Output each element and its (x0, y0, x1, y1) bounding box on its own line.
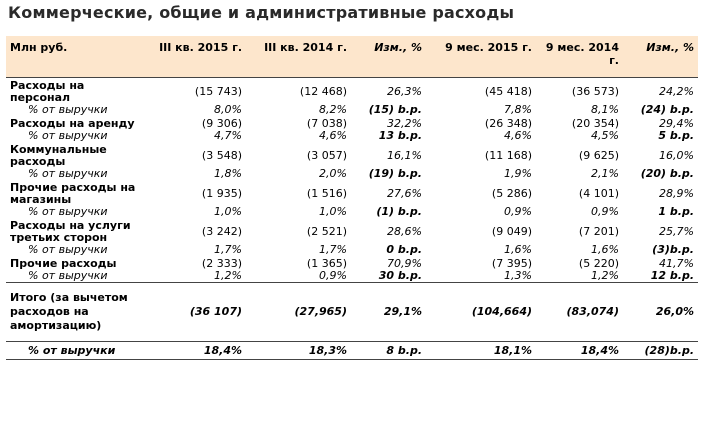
cell: (104,664) (471, 305, 532, 318)
cell: 8,2% (319, 103, 347, 116)
header-row (6, 36, 698, 78)
cell: 12 b.p. (650, 269, 694, 282)
cell: (2 521) (306, 225, 347, 238)
header-change-9m: Изм., % (646, 41, 694, 54)
cell: 4,6% (319, 129, 347, 142)
cell: 2,0% (319, 167, 347, 180)
total-pct-row (6, 342, 698, 360)
cell: 29,1% (383, 305, 422, 318)
cell: 18,3% (308, 343, 347, 357)
cell: 26,3% (387, 85, 422, 98)
cell: 18,4% (580, 343, 619, 357)
cell: (45 418) (484, 85, 532, 98)
cell: (7 395) (491, 257, 532, 270)
cell: (1 365) (306, 257, 347, 270)
cell: 1,2% (591, 269, 619, 282)
header-9m-2015: 9 мес. 2015 г. (445, 41, 532, 54)
cell: 0,9% (504, 205, 532, 218)
cell: (5 286) (491, 187, 532, 200)
cell: 8,0% (214, 103, 242, 116)
pct-row (6, 130, 698, 142)
cell: 1,6% (591, 243, 619, 256)
cell: 30 b.p. (378, 269, 422, 282)
cell: (9 306) (201, 117, 242, 130)
cell: 28,6% (387, 225, 422, 238)
pct-row (6, 270, 698, 283)
cell: (3 057) (306, 149, 347, 162)
cell: 1,3% (504, 269, 532, 282)
total-row (6, 283, 698, 342)
cell: (20 354) (571, 117, 619, 130)
row-label: Прочие расходы на магазины (10, 181, 136, 206)
table-row (6, 142, 698, 168)
table-row (6, 78, 698, 105)
cell: (5 220) (578, 257, 619, 270)
table-row (6, 116, 698, 130)
cell: 27,6% (387, 187, 422, 200)
cell: 2,1% (591, 167, 619, 180)
cell: 41,7% (659, 257, 694, 270)
cell: 16,1% (387, 149, 422, 162)
cell: (2 333) (201, 257, 242, 270)
header-change-q: Изм., % (374, 41, 422, 54)
cell: 18,4% (203, 343, 242, 357)
cell: 4,5% (591, 129, 619, 142)
cell: (4 101) (578, 187, 619, 200)
cell: (36 107) (189, 305, 242, 318)
cell: (27,965) (294, 305, 347, 318)
cell: 24,2% (659, 85, 694, 98)
cell: 1 b.p. (658, 205, 694, 218)
cell: (24) b.p. (640, 103, 694, 116)
cell: (3)b.p. (652, 243, 694, 256)
row-label: Расходы на персонал (10, 79, 85, 104)
cell: (7 038) (306, 117, 347, 130)
pct-label: % от выручки (28, 167, 108, 180)
table-row (6, 218, 698, 244)
row-label: Расходы на услуги третьих сторон (10, 219, 131, 244)
cell: (28)b.p. (644, 343, 694, 357)
cell: (1 935) (201, 187, 242, 200)
cell: (12 468) (299, 85, 347, 98)
cell: (15) b.p. (368, 103, 422, 116)
row-label: Коммунальные расходы (10, 143, 107, 168)
cell: (20) b.p. (640, 167, 694, 180)
cell: 1,2% (214, 269, 242, 282)
cell: 5 b.p. (658, 129, 694, 142)
cell: (1 516) (306, 187, 347, 200)
total-pct-label: % от выручки (28, 343, 116, 357)
cell: (15 743) (194, 85, 242, 98)
total-label: Итого (за вычетом расходов на амортизацию) (10, 291, 128, 332)
cell: (11 168) (484, 149, 532, 162)
cell: (83,074) (566, 305, 619, 318)
cell: 8,1% (591, 103, 619, 116)
row-label: Прочие расходы (10, 257, 117, 270)
pct-row (6, 244, 698, 256)
cell: 70,9% (387, 257, 422, 270)
header-label: Млн руб. (10, 41, 68, 54)
cell: (3 548) (201, 149, 242, 162)
cell: (1) b.p. (376, 205, 422, 218)
cell: 0,9% (319, 269, 347, 282)
pct-label: % от выручки (28, 243, 108, 256)
pct-label: % от выручки (28, 205, 108, 218)
cell: 7,8% (504, 103, 532, 116)
cell: 1,0% (214, 205, 242, 218)
header-q3-2014: III кв. 2014 г. (264, 41, 347, 54)
pct-label: % от выручки (28, 129, 108, 142)
cell: 1,9% (504, 167, 532, 180)
cell: 25,7% (659, 225, 694, 238)
cell: 1,0% (319, 205, 347, 218)
table-row (6, 256, 698, 270)
page-title: Коммерческие, общие и административные расходы (8, 3, 515, 22)
cell: 1,8% (214, 167, 242, 180)
cell: (3 242) (201, 225, 242, 238)
cell: (9 625) (578, 149, 619, 162)
cell: 13 b.p. (378, 129, 422, 142)
cell: 18,1% (493, 343, 532, 357)
cell: 4,7% (214, 129, 242, 142)
cell: (26 348) (484, 117, 532, 130)
cell: 0,9% (591, 205, 619, 218)
cell: (9 049) (491, 225, 532, 238)
header-q3-2015: III кв. 2015 г. (159, 41, 242, 54)
cell: 28,9% (659, 187, 694, 200)
cell: (36 573) (571, 85, 619, 98)
pct-row (6, 104, 698, 116)
pct-row (6, 206, 698, 218)
pct-row (6, 168, 698, 180)
cell: 1,7% (214, 243, 242, 256)
expenses-table (6, 36, 698, 360)
cell: 16,0% (659, 149, 694, 162)
cell: (7 201) (578, 225, 619, 238)
cell: 8 b.p. (386, 343, 422, 357)
cell: 1,6% (504, 243, 532, 256)
cell: 0 b.p. (386, 243, 422, 256)
cell: 29,4% (659, 117, 694, 130)
cell: (19) b.p. (368, 167, 422, 180)
table-row (6, 180, 698, 206)
cell: 4,6% (504, 129, 532, 142)
pct-label: % от выручки (28, 269, 108, 282)
cell: 26,0% (655, 305, 694, 318)
header-9m-2014: 9 мес. 2014 г. (545, 41, 619, 67)
row-label: Расходы на аренду (10, 117, 135, 130)
pct-label: % от выручки (28, 103, 108, 116)
cell: 32,2% (387, 117, 422, 130)
cell: 1,7% (319, 243, 347, 256)
